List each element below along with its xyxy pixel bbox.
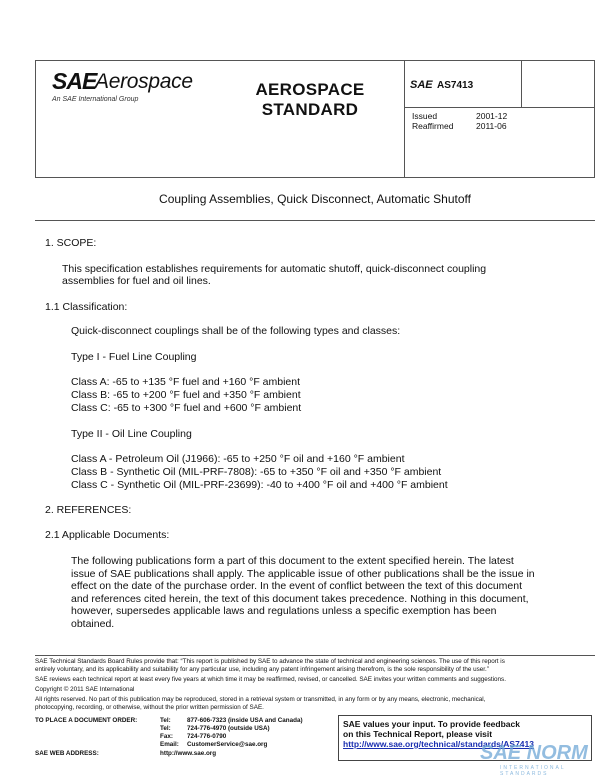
watermark-logo: SAE NORM — [480, 742, 588, 764]
title-rule — [35, 220, 595, 221]
header-divider — [404, 60, 405, 178]
footer-rules-text — [35, 658, 595, 712]
footer-line: entirely voluntary, and its applicability and suitability for any particular use, including any patent infringement arising therefrom, is the sole responsibility of the user.” — [35, 666, 489, 673]
type-1-class: Class C: -65 to +300 °F fuel and +600 °F ambient — [71, 402, 302, 414]
type-2-class: Class A - Petroleum Oil (J1966): -65 to +250 °F oil and +160 °F ambient — [71, 453, 405, 465]
tel-value: 877-606-7323 (inside USA and Canada) — [187, 717, 303, 724]
type-1-class: Class A: -65 to +135 °F fuel and +160 °F ambient — [71, 376, 301, 388]
email-link[interactable]: CustomerService@sae.org — [187, 741, 268, 748]
references-paragraph-line: effect on the date of the purchase order. In the event of conflict between the text of this document — [71, 580, 523, 593]
references-paragraph-line: issue of SAE publications shall apply. The applicable issue of other publications shall be the issue in — [71, 567, 535, 580]
header-divider — [404, 107, 595, 108]
standard-line2: STANDARD — [261, 100, 359, 119]
type-2-class: Class B - Synthetic Oil (MIL-PRF-7808): -65 to +350 °F oil and +350 °F ambient — [71, 466, 442, 478]
feedback-text: SAE values your input. To provide feedback — [343, 719, 520, 729]
order-label: TO PLACE A DOCUMENT ORDER: — [35, 717, 138, 724]
references-paragraph-line: however, supersedes applicable laws and regulations unless a specific exemption has been — [71, 605, 497, 618]
aerospace-logo: Aerospace — [95, 70, 193, 93]
footer-line: SAE reviews each technical report at least every five years at which time it may be reaffirmed, revised, or cancelled. SAE invites your written comments and suggestions. — [35, 676, 506, 683]
web-link[interactable]: http://www.sae.org — [160, 750, 217, 757]
tel-label: Tel: — [160, 717, 171, 724]
sae-logo: SAE — [52, 68, 97, 94]
document-number: AS7413 — [437, 80, 474, 91]
issued-value: 2001-12 — [476, 111, 508, 121]
type-1-heading: Type I - Fuel Line Coupling — [71, 351, 197, 363]
logo-subtitle: An SAE International Group — [52, 96, 139, 103]
tel2-label: Tel: — [160, 725, 171, 732]
header-divider — [521, 60, 522, 108]
section-1-1-heading: 1.1 Classification: — [45, 301, 128, 313]
issued-label: Issued — [412, 111, 438, 121]
type-2-heading: Type II - Oil Line Coupling — [71, 428, 192, 440]
references-paragraph-line: obtained. — [71, 618, 115, 630]
standard-line1: AEROSPACE — [255, 80, 365, 99]
type-2-class: Class C - Synthetic Oil (MIL-PRF-23699): -40 to +400 °F oil and +400 °F ambient — [71, 479, 448, 491]
section-2-1-heading: 2.1 Applicable Documents: — [45, 529, 170, 541]
references-paragraph-line: and references cited herein, the text of this document takes precedence. Nothing in this document, — [71, 592, 529, 605]
footer-line: photocopying, recording, or otherwise, without the prior written permission of SAE. — [35, 704, 264, 711]
footer-rule — [35, 655, 595, 656]
feedback-text: on this Technical Report, please visit — [343, 729, 493, 739]
type-1-class: Class B: -65 to +200 °F fuel and +350 °F ambient — [71, 389, 301, 401]
reaffirmed-label: Reaffirmed — [412, 121, 454, 131]
scope-paragraph-line: assemblies for fuel and oil lines. — [62, 275, 211, 287]
references-paragraph-line: The following publications form a part of this document to the extent specified herein. The latest — [71, 555, 514, 567]
classification-intro: Quick-disconnect couplings shall be of the following types and classes: — [71, 325, 401, 337]
watermark-subtitle: INTERNATIONAL STANDARDS — [500, 765, 566, 777]
scope-paragraph-line: This specification establishes requirements for automatic shutoff, quick-disconnect coupling — [62, 263, 487, 275]
fax-label: Fax: — [160, 733, 173, 740]
feedback-link[interactable]: http://www.sae.org/technical/standards/AS7413 — [343, 739, 534, 749]
sae-small-logo: SAE — [410, 79, 433, 91]
email-label: Email: — [160, 741, 179, 748]
reaffirmed-value: 2011-06 — [476, 121, 507, 131]
fax-value: 724-776-0790 — [187, 733, 227, 740]
section-1-heading: 1. SCOPE: — [45, 237, 97, 249]
footer-line: SAE Technical Standards Board Rules provide that: “This report is published by SAE to advance the state of technical and engineering sciences. The use of this report is — [35, 658, 505, 665]
standard-title — [220, 80, 400, 120]
web-label: SAE WEB ADDRESS: — [35, 750, 99, 757]
document-title: Coupling Assemblies, Quick Disconnect, Automatic Shutoff — [159, 192, 471, 206]
section-2-heading: 2. REFERENCES: — [45, 504, 132, 516]
tel2-value: 724-776-4970 (outside USA) — [187, 725, 270, 732]
footer-line: All rights reserved. No part of this publication may be reproduced, stored in a retrieval system or transmitted, in any form or by any means, electronic, mechanical, — [35, 696, 486, 703]
footer-line: Copyright © 2011 SAE International — [35, 686, 135, 693]
